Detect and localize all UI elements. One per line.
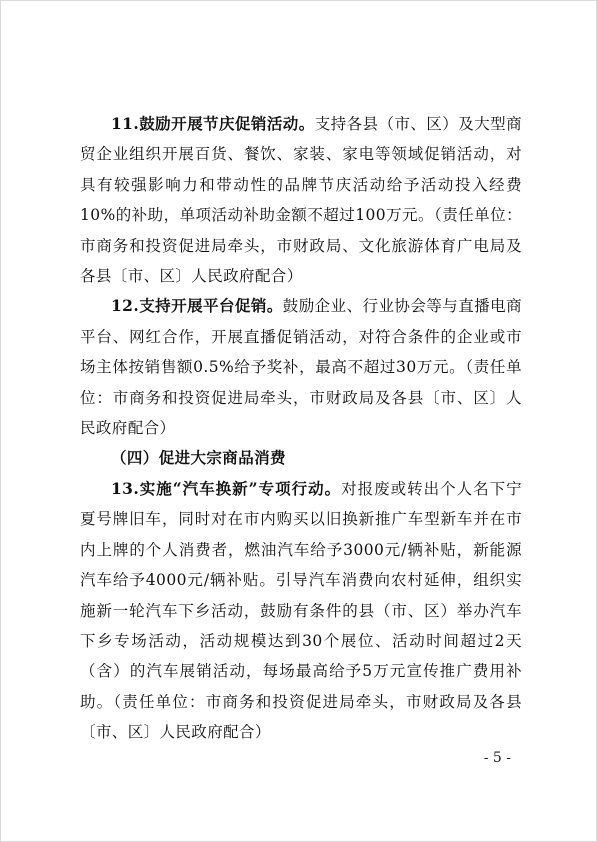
paragraph-11-text: 支持各县（市、区）及大型商贸企业组织开展百货、餐饮、家装、家电等领域促销活动，对具有较强影响力和带动性的品牌节庆活动给予活动投入经费10%的补助，单项活动补助金额不超过100万元。（责任单位：市商务和投资促进局牵头，市财政局、文化旅游体育广电局及各县〔市、区〕人民政府配合） <box>80 115 522 286</box>
page-number: - 5 - <box>483 750 511 766</box>
paragraph-11-title: 11.鼓励开展节庆促销活动。 <box>111 114 315 133</box>
paragraph-12-text: 鼓励企业、行业协会等与直播电商平台、网红合作，开展直播促销活动，对符合条件的企业或市场主体按销售额0.5%给予奖补，最高不超过30万元。（责任单位：市商务和投资促进局牵头，市财政局及各县〔市、区〕人民政府配合） <box>80 297 522 438</box>
paragraph-11 <box>80 109 522 291</box>
paragraph-12 <box>80 291 522 443</box>
paragraph-13-text: 对报废或转出个人名下宁夏号牌旧车，同时对在市内购买以旧换新推广车型新车并在市内上牌的个人消费者，燃油汽车给予3000元/辆补贴，新能源汽车给予4000元/辆补贴。引导汽车消费向农村延伸，组织实施新一轮汽车下乡活动，鼓励有条件的县（市、区）举办汽车下乡专场活动，活动规模达到30个展位、活动时间超过2天（含）的汽车展销活动，每场最高给予5万元宣传推广费用补助。（责任单位：市商务和投资促进局牵头，市财政局及各县〔市、区〕人民政府配合） <box>80 479 522 742</box>
section-heading-4: （四）促进大宗商品消费 <box>111 448 286 468</box>
paragraph-13-title: 13.实施“汽车换新”专项行动。 <box>111 478 342 498</box>
paragraph-12-title: 12.支持开展平台促销。 <box>111 296 283 316</box>
document-body <box>80 109 522 748</box>
paragraph-13 <box>80 474 522 748</box>
